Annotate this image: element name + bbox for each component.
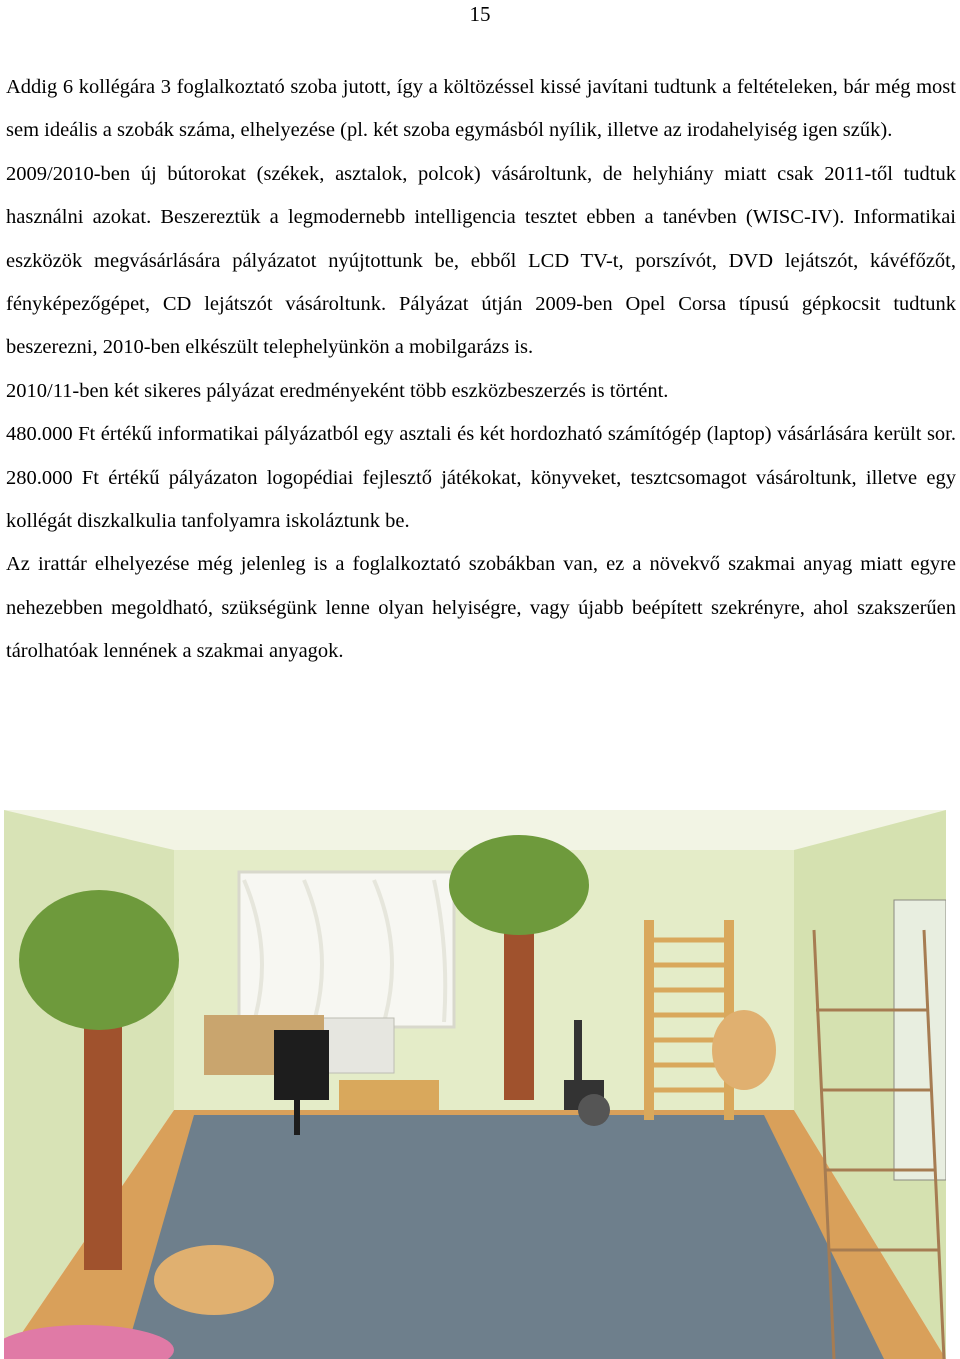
paragraph: Addig 6 kollégára 3 foglalkoztató szoba jutott, így a költözéssel kissé javítani tudtunk a feltételeken, bár még most sem ideális a szobák száma, elhelyezése (pl. két szoba egymásból nyílik, illetve az irodahelyiség igen szűk). [6,76,956,142]
paragraph: 2010/11-ben két sikeres pályázat eredményeként több eszközbeszerzés is történt. [6,379,669,402]
page-number: 15 [469,2,491,26]
leaves-right [449,835,589,935]
small-table [339,1080,439,1110]
carpet [124,1115,884,1359]
window [239,872,454,1027]
swing-disc [712,1010,776,1090]
body-text [6,66,956,674]
balance-board [154,1245,274,1315]
room-photo [4,810,946,1359]
paragraph: 480.000 Ft értékű informatikai pályázatból egy asztali és két hordozható számítógép (laptop) vásárlására került sor. 280.000 Ft értékű pályázaton logopédiai fejlesztő játékokat, könyveket, tesztcsomagot vásároltunk, illetve egy kollégát diszkalkulia tanfolyamra iskoláztunk be. [6,423,956,533]
leaves-left [19,890,179,1030]
paragraph: 2009/2010-ben új bútorokat (székek, asztalok, polcok) vásároltunk, de helyhiány miatt csak 2011-től tudtuk használni azokat. Beszereztük a legmodernebb intelligencia tesztet ebben a tanévben (WISC-IV). Informatikai eszközök megvásárlására pályázatot nyújtottunk be, ebből LCD TV-t, porszívót, DVD lejátszót, kávéfőzőt, fényképezőgépet, CD lejátszót vásároltunk. Pályázat útján 2009-ben Opel Corsa típusú gépkocsit tudtunk beszerezni, 2010-ben elkészült telephelyünkön a mobilgarázs is. [6,162,956,359]
paragraph: Az irattár elhelyezése még jelenleg is a foglalkoztató szobákban van, ez a növekvő szakmai anyag miatt egyre nehezebben megoldható, szükségünk lenne olyan helyiségre, vagy újabb beépített szekrényre, ahol szakszerűen tárolhatóak lennének a szakmai anyagok. [6,553,956,663]
mirror [894,900,946,1180]
